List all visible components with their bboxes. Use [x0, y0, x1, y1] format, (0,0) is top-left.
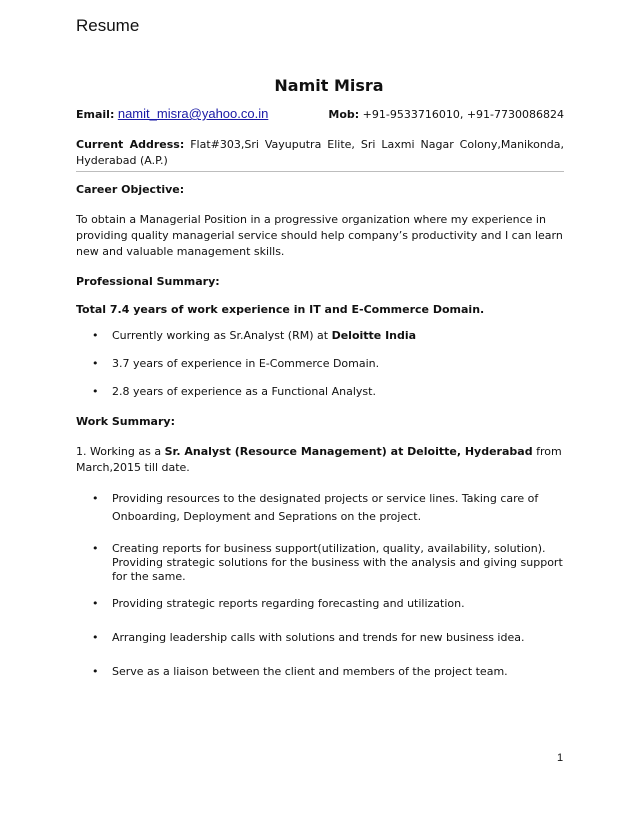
mobile-value: +91-9533716010, +91-7730086824	[362, 108, 564, 121]
professional-summary-list	[76, 328, 564, 400]
address-value: Flat#303,Sri Vayuputra Elite, Sri Laxmi Nagar Colony,Manikonda, Hyderabad (A.P.)	[76, 138, 565, 167]
work-item-1-suffix: from March,2015 till date.	[76, 445, 562, 474]
work-summary-title: Work Summary:	[76, 415, 175, 428]
list-item	[112, 328, 564, 344]
work-bullet-2: Creating reports for business support(utilization, quality, availability, solution). Providing strategic solutions for the business with the analysis and giving support for the same.	[112, 542, 563, 583]
list-item	[112, 630, 564, 646]
email-block	[76, 106, 268, 123]
mobile-label: Mob:	[328, 108, 360, 121]
professional-summary-title: Professional Summary:	[76, 275, 220, 288]
list-item	[112, 356, 564, 372]
work-bullet-3: Providing strategic reports regarding forecasting and utilization.	[112, 597, 465, 610]
summary-item-1-company: Deloitte India	[331, 329, 417, 342]
document-header: Resume	[76, 16, 140, 35]
email-label: Email:	[76, 108, 115, 121]
work-item-1-prefix: 1. Working as a	[76, 445, 165, 458]
career-objective-text: To obtain a Managerial Position in a progressive organization where my experience in providing quality managerial service should help company’s productivity and I can learn new and valuable management skills.	[76, 213, 563, 258]
summary-item-1-text: Currently working as Sr.Analyst (RM) at	[112, 329, 332, 342]
list-item	[112, 490, 564, 526]
list-item	[112, 384, 564, 400]
work-item-1	[76, 444, 564, 476]
address-label: Current Address:	[76, 138, 185, 151]
page-number: 1	[557, 752, 564, 764]
work-item-1-role: Sr. Analyst (Resource Management) at Deloitte, Hyderabad	[164, 445, 533, 458]
career-objective-title: Career Objective:	[76, 183, 185, 196]
total-experience: Total 7.4 years of work experience in IT and E-Commerce Domain.	[76, 303, 485, 316]
resume-body	[76, 106, 564, 680]
candidate-name: Namit Misra	[274, 76, 384, 95]
work-bullet-5: Serve as a liaison between the client and members of the project team.	[112, 665, 508, 678]
work-bullet-4: Arranging leadership calls with solutions and trends for new business idea.	[112, 631, 525, 644]
list-item	[112, 596, 564, 612]
summary-item-3-text: 2.8 years of experience as a Functional Analyst.	[112, 385, 376, 398]
contact-row	[76, 106, 564, 123]
email-link[interactable]: namit_misra@yahoo.co.in	[117, 106, 269, 121]
list-item	[112, 664, 564, 680]
work-summary-list	[76, 490, 564, 680]
mobile-block	[328, 107, 564, 123]
address-block	[76, 137, 564, 172]
summary-item-2-text: 3.7 years of experience in E-Commerce Domain.	[112, 357, 380, 370]
work-bullet-1: Providing resources to the designated projects or service lines. Taking care of Onboarding, Deployment and Seprations on the project.	[112, 492, 539, 523]
list-item	[112, 542, 564, 584]
